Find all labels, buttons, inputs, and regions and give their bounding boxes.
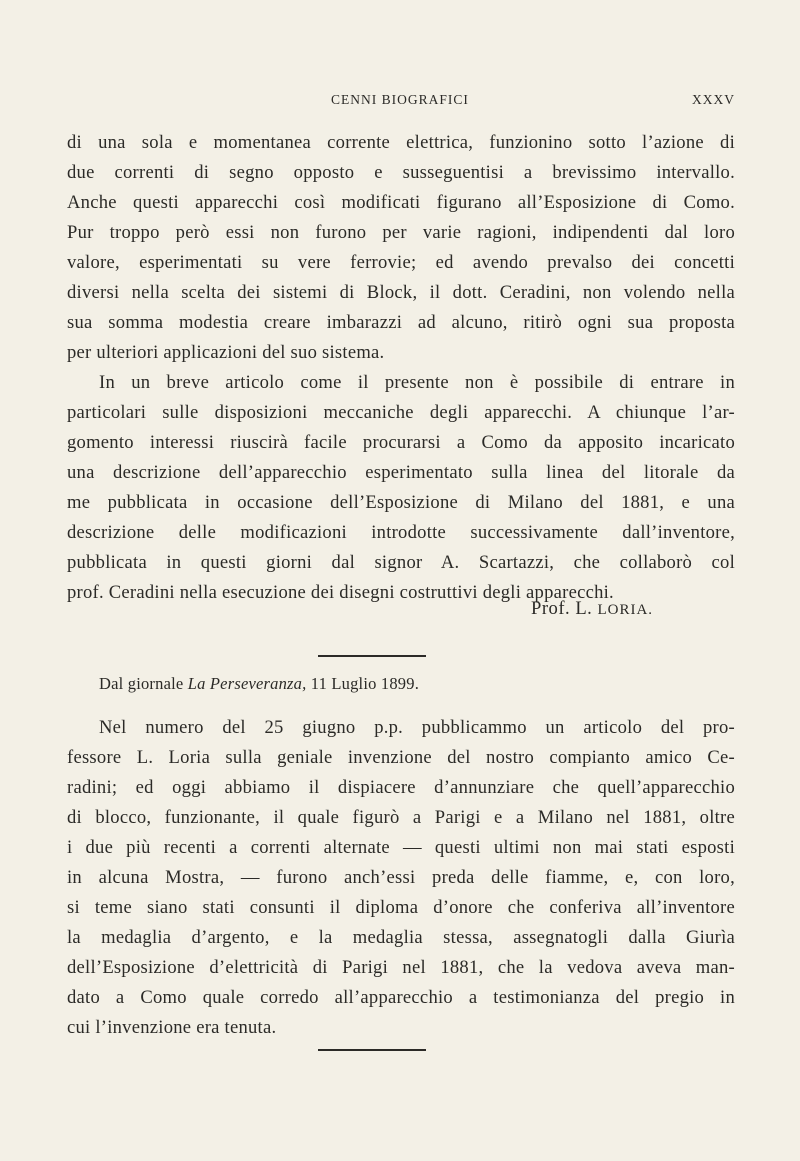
text-line: per ulteriori applicazioni del suo sistema.	[67, 342, 385, 363]
text-line: la medaglia d’argento, e la medaglia stessa, assegnatogli dalla Giurìa	[67, 927, 735, 948]
text-line: fessore L. Loria sulla geniale invenzione del nostro compianto amico Ce-	[67, 747, 735, 768]
text-line: in alcuna Mostra, — furono anch’essi preda delle fiamme, e, con loro,	[67, 867, 735, 888]
text-line: cui l’invenzione era tenuta.	[67, 1017, 277, 1038]
text-line: dell’Esposizione d’elettricità di Parigi nel 1881, che la vedova aveva man-	[67, 957, 735, 978]
text-line: descrizione delle modificazioni introdotte successivamente dall’inventore,	[67, 522, 735, 543]
section-divider	[318, 655, 426, 657]
text-line: radini; ed oggi abbiamo il dispiacere d’annunziare che quell’apparecchio	[67, 777, 735, 798]
source-prefix: Dal giornale	[99, 674, 184, 693]
source-date: 11 Luglio 1899.	[310, 674, 420, 693]
text-line: sua somma modestia creare imbarazzi ad alcuno, ritirò ogni sua proposta	[67, 312, 735, 333]
author-signature	[531, 594, 653, 625]
text-line: particolari sulle disposizioni meccaniche degli apparecchi. A chiunque l’ar-	[67, 402, 735, 423]
paragraph-3	[67, 713, 735, 1043]
text-line: In un breve articolo come il presente non è possibile di entrare in	[99, 372, 735, 393]
text-line: Nel numero del 25 giugno p.p. pubblicammo un articolo del pro-	[99, 717, 735, 738]
text-line: valore, esperimentati su vere ferrovie; ed avendo prevalso dei concetti	[67, 252, 735, 273]
page-number: XXXV	[692, 92, 735, 107]
text-line: due correnti di segno opposto e susseguentisi a brevissimo intervallo.	[67, 162, 735, 183]
text-line: dato a Como quale corredo all’apparecchio a testimonianza del pregio in	[67, 987, 735, 1008]
text-line: gomento interessi riuscirà facile procurarsi a Como da apposito incaricato	[67, 432, 735, 453]
text-line: di una sola e momentanea corrente elettrica, funzionino sotto l’azione di	[67, 132, 735, 153]
text-line: i due più recenti a correnti alternate — questi ultimi non mai stati esposti	[67, 837, 735, 858]
text-line: me pubblicata in occasione dell’Esposizione di Milano del 1881, e una	[67, 492, 735, 513]
text-line: prof. Ceradini nella esecuzione dei disegni costruttivi degli apparecchi.	[67, 582, 614, 603]
text-line: Pur troppo però essi non furono per varie ragioni, indipendenti dal loro	[67, 222, 735, 243]
signature-prefix: Prof. L.	[531, 598, 593, 619]
paragraph-2	[67, 368, 735, 608]
text-line: si teme siano stati consunti il diploma d’onore che conferiva all’inventore	[67, 897, 735, 918]
source-note	[99, 671, 419, 697]
newspaper-title: La Perseveranza,	[187, 674, 307, 693]
end-divider	[318, 1049, 426, 1051]
text-line: Anche questi apparecchi così modificati figurano all’Esposizione di Como.	[67, 192, 735, 213]
text-line: di blocco, funzionante, il quale figurò a Parigi e a Milano nel 1881, oltre	[67, 807, 735, 828]
signature-surname: LORIA.	[597, 602, 654, 618]
running-title: CENNI BIOGRAFICI	[331, 92, 469, 107]
page-header	[67, 92, 735, 114]
text-line: pubblicata in questi giorni dal signor A. Scartazzi, che collaborò col	[67, 552, 735, 573]
text-line: diversi nella scelta dei sistemi di Block, il dott. Ceradini, non volendo nella	[67, 282, 735, 303]
paragraph-1	[67, 128, 735, 368]
text-line: una descrizione dell’apparecchio esperimentato sulla linea del litorale da	[67, 462, 735, 483]
